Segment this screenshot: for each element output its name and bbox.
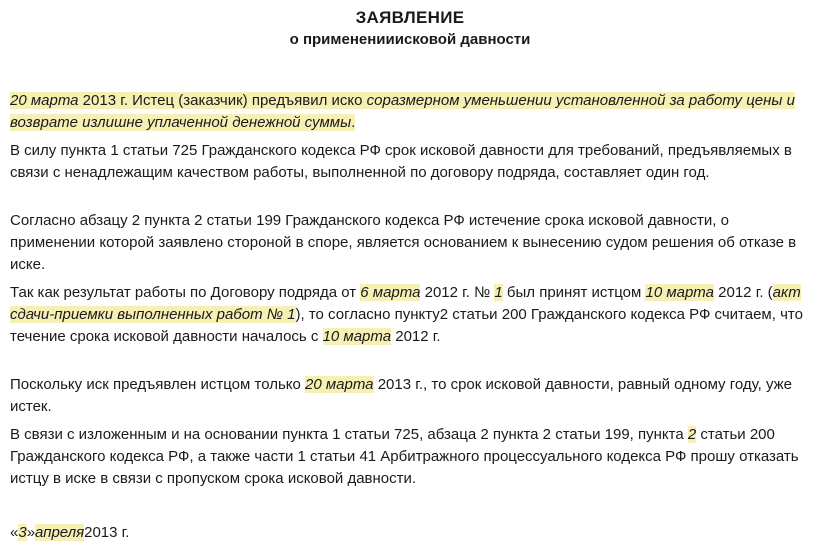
paragraph-start-of-term [10,282,810,348]
text-segment: 2012 г. ( [713,284,773,301]
date-day: 3 [18,524,27,541]
text-segment: В связи с изложенным и на основании пункта 1 статьи 725, абзаца 2 пункта 2 статьи 199, пункта [10,426,688,443]
contract-number: 1 [494,284,503,301]
contract-date: 6 марта [360,284,421,301]
quote-close: » [26,524,36,541]
claim-text-1: 2013 г. Истец (заказчик) предъявил иско [78,92,367,109]
paragraph-term-expired [10,374,810,418]
date-month: апреля [35,524,85,541]
document-subtitle: о примененииисковой давности [289,31,531,48]
claim-date: 20 марта [10,92,79,109]
document-title: ЗАЯВЛЕНИЕ [355,8,465,27]
text-segment: 2012 г. № [420,284,495,301]
claim-text-2: . [351,114,356,131]
claim-subject: соразмерном уменьшении установленной за работу цены и возврате излишне уплаченной денежной суммы [10,92,795,131]
text-segment: статьи 200 Гражданского кодекса РФ, а также части 1 статьи 41 Арбитражного процессуального кодекса РФ прошу отказать истцу в иске в связи с пропуском срока исковой давности. [10,426,799,487]
term-start-date: 10 марта [322,328,392,345]
filing-date: 20 марта [305,376,374,393]
text-segment: Поскольку иск предъявлен истцом только [10,376,306,393]
text-segment: Так как результат работы по Договору подряда от [10,284,361,301]
quote-open: « [10,524,19,541]
paragraph-claim [10,90,810,134]
text-segment: 2012 г. [391,328,441,345]
signature-date [10,522,129,544]
acceptance-date: 10 марта [645,284,714,301]
acceptance-act: акт сдачи-приемки выполненных работ № 1 [10,284,801,323]
article-point: 2 [687,426,697,443]
date-year: 2013 г. [84,524,130,541]
text-segment: 2013 г., то срок исковой давности, равный одному году, уже истек. [10,376,793,415]
text-segment: был принят истцом [502,284,646,301]
paragraph-request [10,424,810,490]
paragraph-limitation-term: В силу пункта 1 статьи 725 Гражданского кодекса РФ срок исковой давности для требований, предъявляемых в связи с ненадлежащим качеством работы, выполненной по договору подряда, составляет один год. [10,142,792,181]
paragraph-limitation-expiry: Согласно абзацу 2 пункта 2 статьи 199 Гражданского кодекса РФ истечение срока исковой давности, о применении которой заявлено стороной в споре, является основанием к вынесению судом решения об отказе в иске. [10,212,797,273]
text-segment: ), то согласно пункту2 статьи 200 Гражданского кодекса РФ считаем, что течение срока исковой давности началось с [10,306,803,345]
